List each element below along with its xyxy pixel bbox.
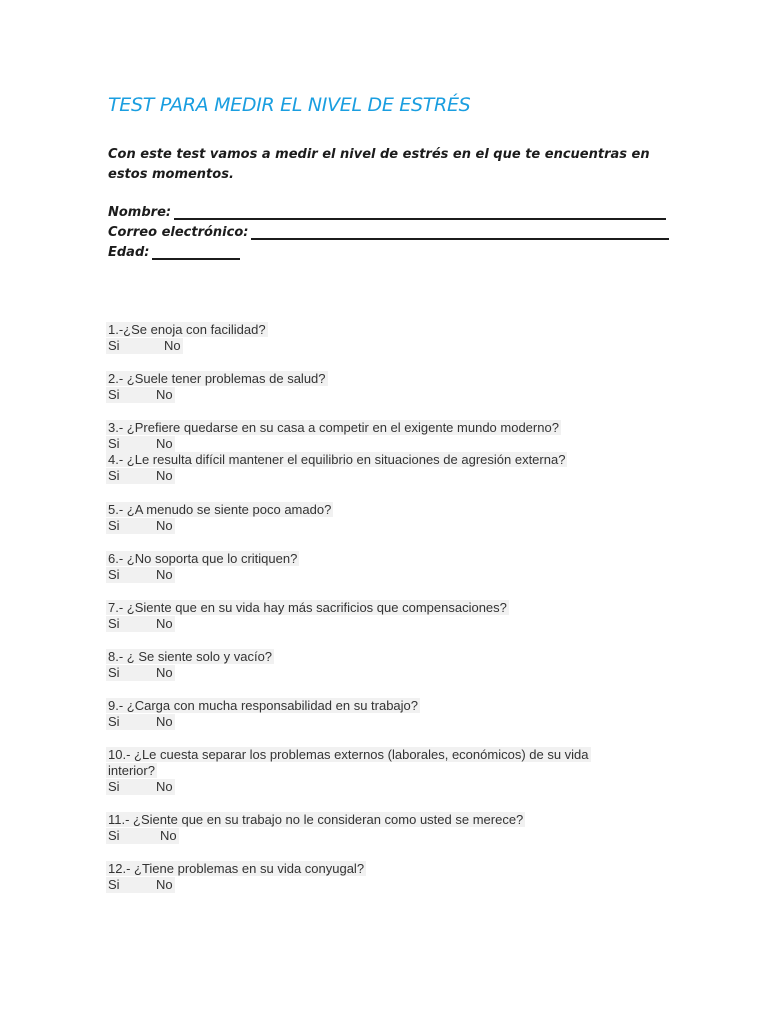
answer-no[interactable]: No <box>156 468 173 483</box>
correo-field[interactable] <box>108 223 669 243</box>
nombre-field[interactable] <box>108 203 666 223</box>
answer-no[interactable]: No <box>156 714 173 729</box>
question-text: 1.-¿Se enoja con facilidad? <box>108 322 266 337</box>
answer-yes[interactable]: Si <box>106 877 154 893</box>
answer-no[interactable]: No <box>156 387 173 402</box>
question-item <box>106 452 567 484</box>
question-text: 4.- ¿Le resulta difícil mantener el equilibrio en situaciones de agresión externa? <box>108 452 566 467</box>
question-text: 5.- ¿A menudo se siente poco amado? <box>108 502 332 517</box>
edad-label: Edad: <box>108 245 150 260</box>
answer-no[interactable]: No <box>160 828 177 843</box>
question-item <box>106 322 268 354</box>
page-title: TEST PARA MEDIR EL NIVEL DE ESTRÉS <box>108 94 471 116</box>
answer-no[interactable]: No <box>156 665 173 680</box>
question-text: 2.- ¿Suele tener problemas de salud? <box>108 371 326 386</box>
question-item <box>106 551 299 583</box>
answer-yes[interactable]: Si <box>106 468 154 484</box>
question-item <box>106 747 636 795</box>
answer-yes[interactable]: Si <box>106 387 154 403</box>
answer-no[interactable]: No <box>156 779 173 794</box>
question-text: 8.- ¿ Se siente solo y vacío? <box>108 649 273 664</box>
question-item <box>106 600 509 632</box>
question-item <box>106 698 420 730</box>
answer-yes[interactable]: Si <box>106 567 154 583</box>
answer-yes[interactable]: Si <box>106 714 154 730</box>
question-text: 11.- ¿Siente que en su trabajo no le consideran como usted se merece? <box>108 812 524 827</box>
question-text: 9.- ¿Carga con mucha responsabilidad en su trabajo? <box>108 698 419 713</box>
intro-text: Con este test vamos a medir el nivel de estrés en el que te encuentras en estos momentos. <box>108 147 650 182</box>
question-item <box>106 812 525 844</box>
answer-no[interactable]: No <box>156 877 173 892</box>
question-item <box>106 420 561 452</box>
question-text: 7.- ¿Siente que en su vida hay más sacrificios que compensaciones? <box>108 600 507 615</box>
answer-no[interactable]: No <box>156 436 173 451</box>
answer-yes[interactable]: Si <box>106 779 154 795</box>
answer-yes[interactable]: Si <box>106 828 158 844</box>
question-item <box>106 861 366 893</box>
answer-no[interactable]: No <box>156 567 173 582</box>
answer-yes[interactable]: Si <box>106 665 154 681</box>
question-item <box>106 371 328 403</box>
edad-field[interactable] <box>108 243 240 263</box>
answer-yes[interactable]: Si <box>106 338 162 354</box>
answer-yes[interactable]: Si <box>106 518 154 534</box>
correo-label: Correo electrónico: <box>108 225 249 240</box>
nombre-label: Nombre: <box>108 205 172 220</box>
nombre-blank-line[interactable] <box>174 204 666 220</box>
question-item <box>106 502 333 534</box>
answer-no[interactable]: No <box>156 616 173 631</box>
question-item <box>106 649 274 681</box>
question-text: 12.- ¿Tiene problemas en su vida conyugal? <box>108 861 365 876</box>
question-text: 3.- ¿Prefiere quedarse en su casa a competir en el exigente mundo moderno? <box>108 420 559 435</box>
correo-blank-line[interactable] <box>251 224 669 240</box>
question-text: 6.- ¿No soporta que lo critiquen? <box>108 551 298 566</box>
answer-no[interactable]: No <box>164 338 181 353</box>
question-text: 10.- ¿Le cuesta separar los problemas externos (laborales, económicos) de su vida interior? <box>108 747 589 778</box>
answer-yes[interactable]: Si <box>106 436 154 452</box>
answer-yes[interactable]: Si <box>106 616 154 632</box>
answer-no[interactable]: No <box>156 518 173 533</box>
edad-blank-line[interactable] <box>152 244 240 260</box>
